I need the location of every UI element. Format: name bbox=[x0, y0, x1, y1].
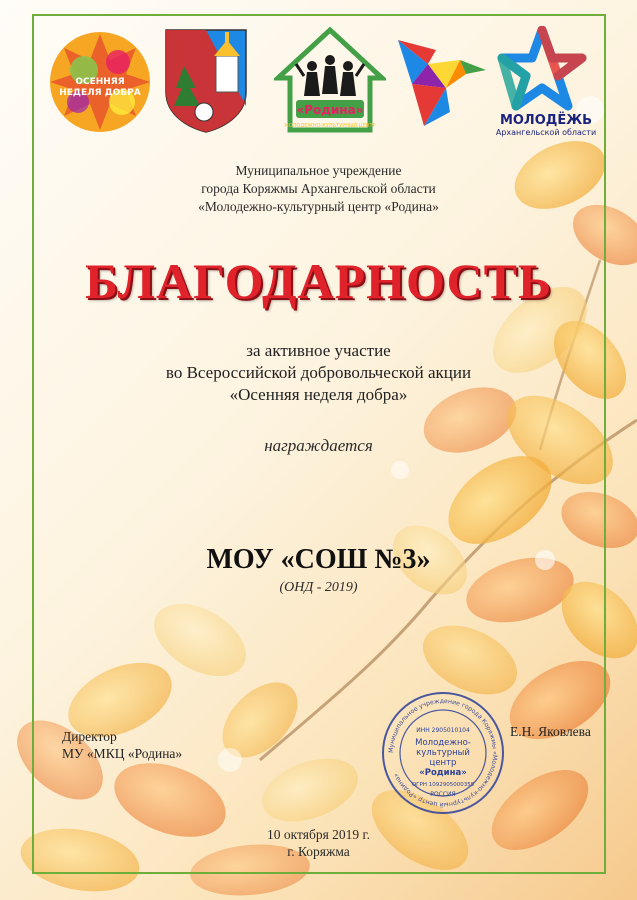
certificate-title: БЛАГОДАРНОСТЬ bbox=[84, 253, 553, 309]
autumn-week-logo bbox=[48, 30, 152, 134]
youth-logo bbox=[488, 26, 604, 138]
rodina-logo-subtext: МОЛОДЕЖНО-КУЛЬТУРНЫЙ ЦЕНТР bbox=[284, 123, 376, 129]
awarded-label: награждается bbox=[264, 436, 373, 455]
reason-line-3: «Осенняя неделя добра» bbox=[229, 385, 408, 404]
footer-city: г. Коряжма bbox=[287, 844, 350, 859]
bird-logo bbox=[390, 30, 494, 134]
autumn-week-logo-text-2: НЕДЕЛЯ ДОБРА bbox=[59, 88, 141, 98]
org-line-1: Муниципальное учреждение bbox=[235, 163, 402, 178]
stamp-center-3: центр bbox=[429, 758, 457, 768]
footer-block bbox=[0, 826, 637, 860]
recipient-note: (ОНД - 2019) bbox=[279, 580, 358, 595]
signature-position-line-1: Директор bbox=[62, 729, 117, 744]
reason-line-1: за активное участие bbox=[246, 341, 391, 360]
stamp-ogrn: ОГРН 1092905000355 bbox=[411, 782, 475, 788]
official-stamp bbox=[380, 690, 506, 816]
recipient-name: МОУ «СОШ №3» bbox=[206, 544, 431, 575]
youth-logo-name: МОЛОДЁЖЬ bbox=[499, 113, 593, 128]
signature-position bbox=[62, 728, 182, 762]
stamp-ring-text: Муниципальное учреждение города Коряжмы «Молодежно-культурный центр «Родина» bbox=[387, 697, 499, 809]
autumn-week-logo-text-1: ОСЕННЯЯ bbox=[75, 77, 125, 87]
coat-of-arms bbox=[162, 26, 250, 134]
stamp-center-4: «Родина» bbox=[419, 768, 467, 778]
stamp-center-1: Молодежно- bbox=[415, 738, 471, 748]
signature-name: Е.Н. Яковлева bbox=[510, 724, 591, 739]
stamp-center-2: культурный bbox=[416, 748, 470, 758]
signature-position-line-2: МУ «МКЦ «Родина» bbox=[62, 746, 183, 761]
org-line-2: города Коряжмы Архангельской области bbox=[201, 181, 436, 196]
footer-date: 10 октября 2019 г. bbox=[267, 827, 370, 842]
organization-block bbox=[0, 162, 637, 216]
rodina-center-logo bbox=[274, 26, 386, 138]
logos-row bbox=[48, 26, 608, 146]
youth-logo-subtext: Архангельской области bbox=[495, 128, 597, 137]
stamp-country: РОССИЯ bbox=[430, 791, 456, 798]
rodina-logo-name: «Родина» bbox=[296, 103, 364, 117]
stamp-inn: ИНН 2905010104 bbox=[416, 727, 470, 734]
reason-block bbox=[0, 340, 637, 406]
org-line-3: «Молодежно-культурный центр «Родина» bbox=[198, 199, 439, 214]
reason-line-2: во Всероссийской добровольческой акции bbox=[165, 363, 472, 382]
